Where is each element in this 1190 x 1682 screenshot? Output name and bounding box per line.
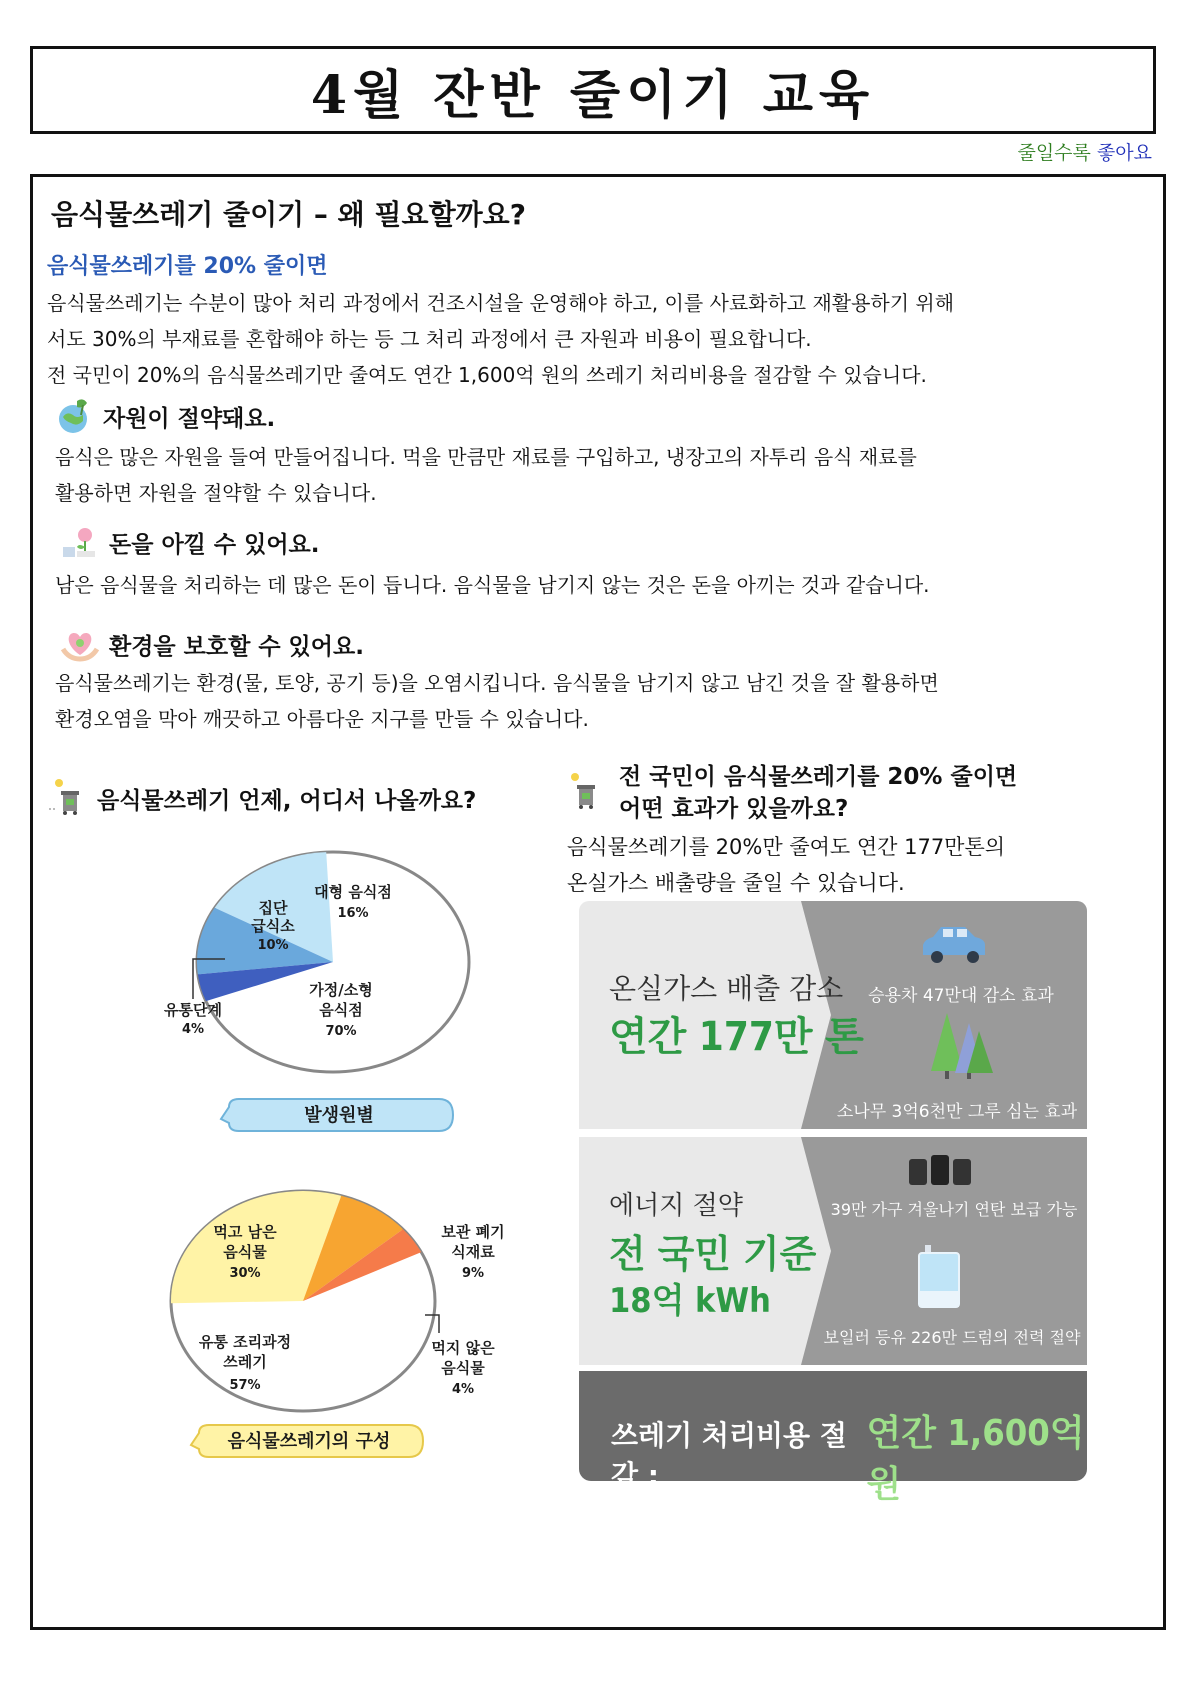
pie1-value-cafeteria: 10% xyxy=(257,938,289,953)
section-environment-text xyxy=(55,665,1145,737)
left-block-title: 음식물쓰레기 언제, 어디서 나올까요? xyxy=(97,787,477,814)
pie2-label-storage-2: 식재료 xyxy=(451,1243,495,1261)
right-para-line-2: 온실가스 배출량을 줄일 수 있습니다. xyxy=(567,871,905,895)
pie2-value-process: 57% xyxy=(229,1378,261,1393)
panel2-label: 에너지 절약 xyxy=(609,1191,743,1221)
effect-infographic xyxy=(579,901,1087,1519)
pie1-value-large-restaurant: 16% xyxy=(337,906,369,921)
slogan-part1: 줄일수록 xyxy=(1017,142,1091,164)
intro-subheading: 음식물쓰레기를 20% 줄이면 xyxy=(47,254,328,279)
right-heading-line-2: 어떤 효과가 있을까요? xyxy=(619,796,849,822)
pie1-value-home: 70% xyxy=(325,1024,357,1039)
panel1-label: 온실가스 배출 감소 xyxy=(609,972,844,1005)
section-environment-heading xyxy=(59,623,364,665)
panel1-effect2: 소나무 3억6천만 그루 심는 효과 xyxy=(836,1102,1078,1122)
pie2-label-leftover-2: 음식물 xyxy=(223,1243,267,1261)
section-resources-line-2: 활용하면 자원을 절약할 수 있습니다. xyxy=(55,481,377,505)
panel3-value: 연간 1,600억원 xyxy=(866,1413,1085,1505)
pie2-caption xyxy=(191,1425,423,1457)
left-block-heading xyxy=(47,777,476,819)
right-block-paragraph xyxy=(567,829,1005,901)
pie-chart-composition xyxy=(113,1177,553,1481)
panel2-effect2: 보일러 등유 226만 드럼의 전력 절약 xyxy=(823,1328,1081,1347)
section-environment-line-2: 환경오염을 막아 깨끗하고 아름다운 지구를 만들 수 있습니다. xyxy=(55,707,589,731)
right-para-line-1: 음식물쓰레기를 20%만 줄여도 연간 177만톤의 xyxy=(567,835,1006,859)
section-resources-text xyxy=(55,439,1145,511)
pine-tree-icon xyxy=(929,1011,999,1081)
pie1-value-distribution: 4% xyxy=(181,1022,205,1037)
pie2-label-leftover-1: 먹고 남은 xyxy=(213,1223,277,1241)
money-plant-icon xyxy=(59,521,101,563)
pie-chart-source xyxy=(113,837,513,1151)
intro-line-3: 전 국민이 20%의 음식물쓰레기만 줄여도 연간 1,600억 원의 쓰레기 처리비용을 절감할 수 있습니다. xyxy=(47,363,927,387)
pie2-value-uneaten: 4% xyxy=(451,1382,475,1397)
right-heading-line-1: 전 국민이 음식물쓰레기를 20% 줄이면 xyxy=(619,764,1018,790)
pie2-label-uneaten-2: 음식물 xyxy=(441,1359,485,1377)
pie2-title: 음식물쓰레기의 구성 xyxy=(227,1431,391,1452)
panel2-value-line2: 18억 kWh xyxy=(609,1281,771,1321)
intro-paragraph xyxy=(47,285,1147,393)
pie2-value-leftover: 30% xyxy=(229,1266,261,1281)
panel1-effect1: 승용차 47만대 감소 효과 xyxy=(868,986,1054,1006)
panel-energy xyxy=(579,1137,1087,1365)
pie2-label-process-2: 쓰레기 xyxy=(223,1353,267,1371)
trash-bin-icon xyxy=(47,777,89,819)
panel2-effect1: 39만 가구 겨울나기 연탄 보급 가능 xyxy=(830,1200,1078,1219)
section-environment-title: 환경을 보호할 수 있어요. xyxy=(109,633,364,660)
pie1-label-home-2: 음식점 xyxy=(319,1001,363,1019)
pie1-label-cafeteria-2: 급식소 xyxy=(251,917,295,935)
pie1-label-large-restaurant: 대형 음식점 xyxy=(314,883,392,901)
right-block-heading xyxy=(619,761,1017,825)
intro-line-1: 음식물쓰레기는 수분이 많아 처리 과정에서 건조시설을 운영해야 하고, 이를 사료화하고 재활용하기 위해 xyxy=(47,291,955,315)
section-money-text xyxy=(55,567,1145,603)
trash-bin-icon xyxy=(563,771,605,813)
title-box xyxy=(30,46,1156,134)
slogan-part2: 좋아요 xyxy=(1096,142,1152,164)
pie1-caption xyxy=(221,1099,453,1131)
slogan xyxy=(1017,138,1152,165)
pie1-label-distribution: 유통단계 xyxy=(164,1001,222,1019)
right-block-icon-wrap xyxy=(563,771,605,817)
earth-icon xyxy=(53,395,95,437)
coal-briquette-icon xyxy=(905,1151,975,1191)
section-environment-line-1: 음식물쓰레기는 환경(물, 토양, 공기 등)을 오염시킵니다. 음식물을 남기지 않고 남긴 것을 잘 활용하면 xyxy=(55,671,939,695)
intro-line-2: 서도 30%의 부재료를 혼합해야 하는 등 그 처리 과정에서 큰 자원과 비용이 필요합니다. xyxy=(47,327,812,351)
pie2-label-storage-1: 보관 폐기 xyxy=(441,1223,505,1241)
section-money-title: 돈을 아낄 수 있어요. xyxy=(109,531,320,558)
section-resources-heading xyxy=(53,395,275,437)
pie2-label-process-1: 유통 조리과정 xyxy=(198,1333,292,1351)
pie2-label-uneaten-1: 먹지 않은 xyxy=(431,1339,495,1357)
section-money-line-1: 남은 음식물을 처리하는 데 많은 돈이 듭니다. 음식물을 남기지 않는 것은 돈을 아끼는 것과 같습니다. xyxy=(55,573,930,597)
panel1-value: 연간 177만 톤 xyxy=(609,1014,864,1060)
pie1-title: 발생원별 xyxy=(304,1105,374,1126)
pie2-value-storage: 9% xyxy=(461,1266,485,1281)
panel-cost xyxy=(579,1371,1087,1505)
section-resources-title: 자원이 절약돼요. xyxy=(103,405,276,432)
main-content-box xyxy=(30,174,1166,1630)
car-icon xyxy=(913,921,993,971)
panel-greenhouse xyxy=(579,901,1087,1129)
fuel-tank-icon xyxy=(915,1241,965,1311)
section-resources-line-1: 음식은 많은 자원을 들여 만들어집니다. 먹을 만큼만 재료를 구입하고, 냉장고의 자투리 음식 재료를 xyxy=(55,445,917,469)
heart-hands-icon xyxy=(59,623,101,665)
page-title: 4월 잔반 줄이기 교육 xyxy=(310,64,876,126)
intro-heading: 음식물쓰레기 줄이기 – 왜 필요할까요? xyxy=(51,198,526,231)
pie1-label-home-1: 가정/소형 xyxy=(309,981,373,999)
pie1-label-cafeteria-1: 집단 xyxy=(258,899,288,917)
section-money-heading xyxy=(59,521,320,563)
panel2-value-line1: 전 국민 기준 xyxy=(609,1232,817,1276)
panel3-label: 쓰레기 처리비용 절감 : xyxy=(611,1419,847,1492)
